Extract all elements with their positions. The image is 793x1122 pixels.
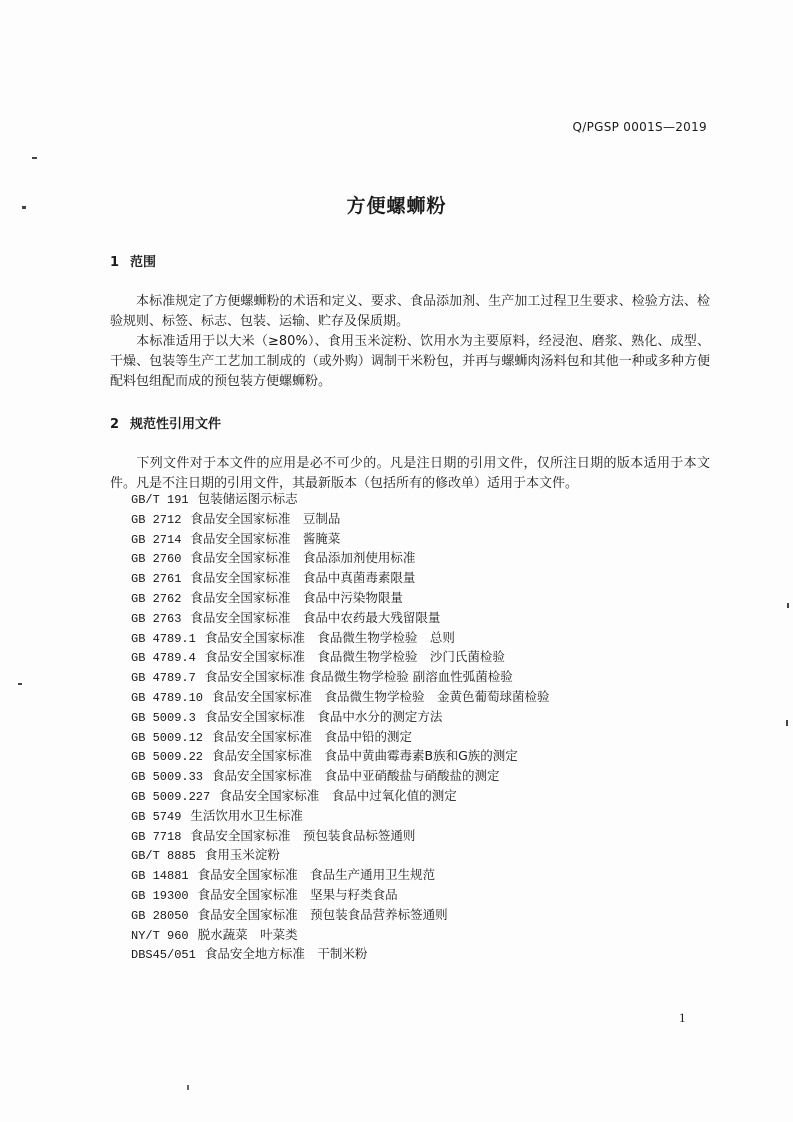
reference-item xyxy=(131,925,550,945)
reference-code: GB 2712 xyxy=(131,512,182,527)
reference-title: 食品安全国家标准 食品中亚硝酸盐与硝酸盐的测定 xyxy=(212,768,500,784)
scan-speck xyxy=(187,1085,189,1090)
reference-item xyxy=(131,746,550,766)
reference-title: 包装储运图示标志 xyxy=(197,491,298,506)
reference-title: 食用玉米淀粉 xyxy=(204,847,280,863)
reference-item xyxy=(131,905,550,925)
reference-title: 食品安全国家标准 食品中铅的测定 xyxy=(212,728,413,744)
reference-title: 食品安全国家标准 食品微生物学检验 金黄色葡萄球菌检验 xyxy=(212,688,550,704)
reference-title: 食品安全国家标准 食品中污染物限量 xyxy=(190,589,403,605)
reference-item xyxy=(131,707,550,727)
reference-code: GB 5009.3 xyxy=(131,710,196,725)
reference-code: GB 2763 xyxy=(131,611,182,626)
reference-code: GB/T 191 xyxy=(131,493,189,507)
reference-title: 食品安全国家标准 食品微生物学检验 副溶血性弧菌检验 xyxy=(204,669,513,685)
reference-list xyxy=(131,489,550,964)
reference-code: NY/T 960 xyxy=(131,928,189,943)
reference-code: GB 5749 xyxy=(131,809,182,824)
reference-title: 食品安全国家标准 豆制品 xyxy=(190,510,341,526)
reference-code: GB 2761 xyxy=(131,572,182,587)
reference-item xyxy=(131,647,550,667)
reference-title: 脱水蔬菜 叶菜类 xyxy=(197,926,298,942)
section-title: 范围 xyxy=(130,255,157,270)
reference-code: GB 28050 xyxy=(131,908,189,923)
reference-code: GB/T 8885 xyxy=(131,849,196,864)
section-heading-scope xyxy=(110,251,156,270)
scan-speck xyxy=(786,720,788,726)
reference-item xyxy=(131,588,550,608)
reference-item xyxy=(131,548,550,568)
reference-title: 生活饮用水卫生标准 xyxy=(190,807,303,823)
section-heading-normative-references xyxy=(110,413,221,432)
reference-title: 食品安全地方标准 干制米粉 xyxy=(204,946,368,962)
reference-title: 食品安全国家标准 食品微生物学检验 总则 xyxy=(204,629,455,645)
reference-item xyxy=(131,489,550,509)
reference-code: GB 4789.7 xyxy=(131,671,196,686)
reference-item xyxy=(131,529,550,549)
reference-item xyxy=(131,826,550,846)
reference-code: GB 5009.22 xyxy=(131,750,204,765)
scan-speck xyxy=(22,206,26,209)
reference-code: GB 5009.33 xyxy=(131,770,204,785)
reference-code: GB 5009.12 xyxy=(131,730,204,745)
reference-item xyxy=(131,509,550,529)
reference-title: 食品安全国家标准 食品中黄曲霉毒素B族和G族的测定 xyxy=(212,748,518,764)
reference-item xyxy=(131,845,550,865)
reference-code: GB 4789.1 xyxy=(131,631,196,646)
reference-title: 食品安全国家标准 食品中水分的测定方法 xyxy=(204,708,443,724)
reference-code: GB 4789.10 xyxy=(131,690,204,705)
reference-title: 食品安全国家标准 食品中过氧化值的测定 xyxy=(219,787,457,803)
reference-item xyxy=(131,727,550,747)
reference-item xyxy=(131,687,550,707)
reference-item xyxy=(131,766,550,786)
standard-code: Q/PGSP 0001S—2019 xyxy=(572,120,707,134)
reference-code: GB 14881 xyxy=(131,869,189,884)
reference-item xyxy=(131,628,550,648)
reference-code: GB 2714 xyxy=(131,532,182,547)
reference-code: GB 2760 xyxy=(131,552,182,567)
reference-item xyxy=(131,667,550,687)
reference-title: 食品安全国家标准 预包装食品营养标签通则 xyxy=(197,906,448,922)
reference-code: GB 2762 xyxy=(131,591,182,606)
reference-item xyxy=(131,885,550,905)
reference-code: DBS45/051 xyxy=(131,948,196,963)
reference-title: 食品安全国家标准 预包装食品标签通则 xyxy=(190,827,416,843)
reference-title: 食品安全国家标准 食品生产通用卫生规范 xyxy=(197,867,436,883)
reference-title: 食品安全国家标准 食品添加剂使用标准 xyxy=(190,550,416,566)
scope-paragraph-1: 本标准规定了方便螺蛳粉的术语和定义、要求、食品添加剂、生产加工过程卫生要求、检验方法、检验规则、标签、标志、包装、运输、贮存及保质期。 xyxy=(110,294,710,329)
scope-paragraph-2: 本标准适用于以大米（≥80%）、食用玉米淀粉、饮用水为主要原料，经浸泡、磨浆、熟化、成型、干燥、包装等生产工艺加工制成的（或外购）调制干米粉包，并再与螺蛳肉汤料包和其他一种或多种方便配料包组配而成的预包装方便螺蛳粉。 xyxy=(110,334,710,389)
reference-code: GB 19300 xyxy=(131,888,189,903)
reference-code: GB 7718 xyxy=(131,829,182,844)
page-number: 1 xyxy=(679,1010,686,1025)
section-number: 2 xyxy=(110,417,120,432)
section-number: 1 xyxy=(110,255,120,270)
reference-title: 食品安全国家标准 酱腌菜 xyxy=(190,530,341,546)
reference-title: 食品安全国家标准 食品中真菌毒素限量 xyxy=(190,570,416,586)
reference-item xyxy=(131,806,550,826)
scan-speck xyxy=(18,683,22,685)
reference-code: GB 5009.227 xyxy=(131,789,211,804)
reference-item xyxy=(131,865,550,885)
reference-item xyxy=(131,786,550,806)
reference-title: 食品安全国家标准 食品中农药最大残留限量 xyxy=(190,609,441,625)
scan-speck xyxy=(32,157,37,159)
section-title: 规范性引用文件 xyxy=(130,417,222,432)
reference-item xyxy=(131,944,550,964)
page-title: 方便螺蛳粉 xyxy=(346,195,447,217)
reference-title: 食品安全国家标准 食品微生物学检验 沙门氏菌检验 xyxy=(204,649,505,665)
reference-code: GB 4789.4 xyxy=(131,651,196,666)
references-intro-paragraph: 下列文件对于本文件的应用是必不可少的。凡是注日期的引用文件，仅所注日期的版本适用于本文件。凡是不注日期的引用文件，其最新版本（包括所有的修改单）适用于本文件。 xyxy=(110,456,710,491)
reference-item xyxy=(131,608,550,628)
reference-item xyxy=(131,568,550,588)
reference-title: 食品安全国家标准 坚果与籽类食品 xyxy=(197,886,398,902)
scan-speck xyxy=(787,603,789,608)
